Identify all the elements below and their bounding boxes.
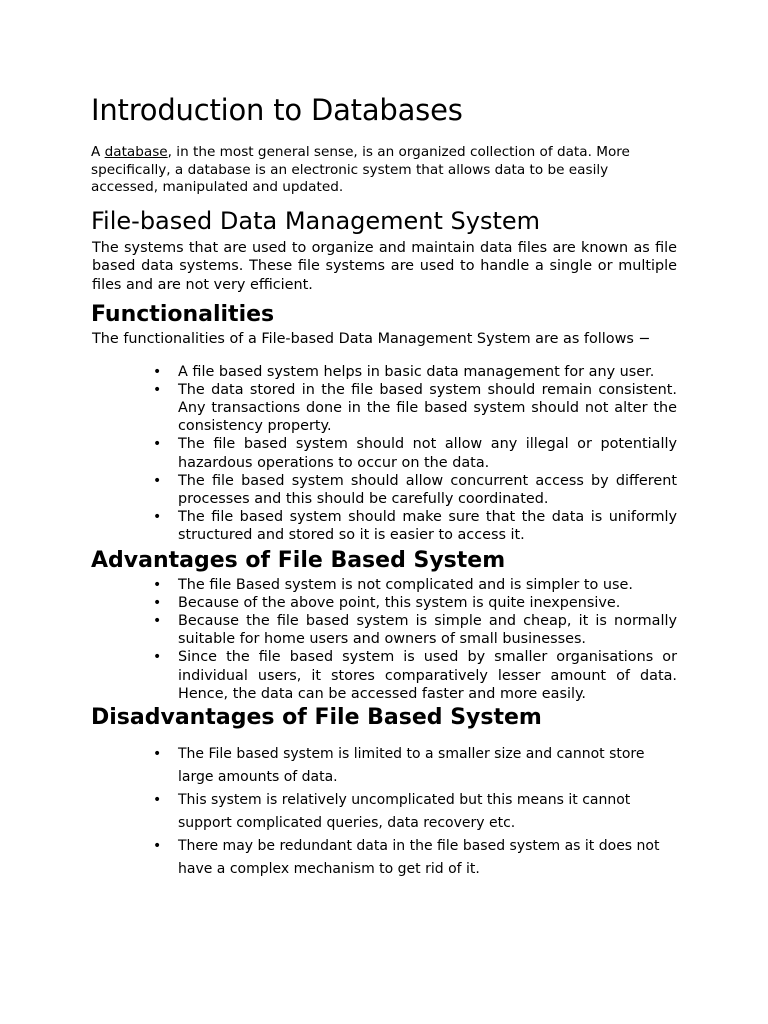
page-title: Introduction to Databases <box>91 93 463 127</box>
list-item <box>91 576 677 594</box>
disadvantages-list <box>91 743 677 881</box>
list-item-text: A file based system helps in basic data management for any user. <box>178 363 655 380</box>
list-item <box>91 743 677 789</box>
advantages-heading: Advantages of File Based System <box>91 547 506 573</box>
list-item <box>91 472 677 508</box>
list-item <box>91 508 677 544</box>
file-based-paragraph: The systems that are used to organize and maintain data files are known as file based data systems. These file systems are used to handle a single or multiple files and are not very efficient. <box>92 239 677 293</box>
intro-paragraph <box>91 144 677 197</box>
functionalities-heading: Functionalities <box>91 302 275 327</box>
list-item-text: Since the file based system is used by smaller organisations or individual users, it stores comparatively lesser amount of data. Hence, the data can be accessed faster and more easily. <box>178 649 677 702</box>
list-item-text: The file Based system is not complicated and is simpler to use. <box>178 576 633 593</box>
list-item-text: The File based system is limited to a smaller size and cannot store large amounts of data. <box>178 745 645 785</box>
list-item <box>91 789 677 835</box>
bullet-icon: • <box>153 837 162 854</box>
list-item <box>91 835 677 881</box>
bullet-icon: • <box>153 594 162 611</box>
list-item-text: Because the file based system is simple and cheap, it is normally suitable for home users and owners of small businesses. <box>178 612 677 648</box>
list-item-text: The file based system should not allow any illegal or potentially hazardous operations to occur on the data. <box>178 436 677 471</box>
file-based-heading: File-based Data Management System <box>91 206 541 235</box>
bullet-icon: • <box>153 745 162 762</box>
list-item <box>91 648 677 703</box>
list-item-text: The data stored in the file based system should remain consistent. Any transactions done in the file based system should not alter the consistency property. <box>178 381 677 435</box>
bullet-icon: • <box>153 649 162 666</box>
list-item <box>91 435 677 471</box>
bullet-icon: • <box>153 576 162 593</box>
database-link[interactable]: database <box>104 144 168 160</box>
list-item <box>91 381 677 436</box>
list-item-text: There may be redundant data in the file based system as it does not have a complex mechanism to get rid of it. <box>178 837 660 877</box>
list-item-text: This system is relatively uncomplicated but this means it cannot support complicated queries, data recovery etc. <box>178 791 631 831</box>
document-content <box>91 90 677 881</box>
bullet-icon: • <box>153 472 162 489</box>
intro-text-before: A <box>91 144 105 160</box>
bullet-icon: • <box>153 436 162 453</box>
list-item <box>91 594 677 612</box>
bullet-icon: • <box>153 791 162 808</box>
list-item-text: Because of the above point, this system is quite inexpensive. <box>178 594 621 611</box>
list-item <box>91 612 677 648</box>
bullet-icon: • <box>153 381 162 398</box>
list-item <box>91 363 677 381</box>
intro-text-after: , in the most general sense, is an organized collection of data. More specifically, a database is an electronic system that allows data to be easily accessed, manipulated and updated. <box>91 144 630 195</box>
bullet-icon: • <box>153 612 162 629</box>
list-item-text: The file based system should allow concurrent access by different processes and this should be carefully coordinated. <box>178 472 677 507</box>
disadvantages-heading: Disadvantages of File Based System <box>91 704 542 730</box>
advantages-list <box>91 576 677 703</box>
functionalities-list <box>91 363 677 545</box>
bullet-icon: • <box>153 363 162 380</box>
bullet-icon: • <box>153 509 162 526</box>
list-item-text: The file based system should make sure that the data is uniformly structured and stored so it is easier to access it. <box>178 509 677 544</box>
functionalities-intro: The functionalities of a File-based Data Management System are as follows − <box>92 331 651 347</box>
